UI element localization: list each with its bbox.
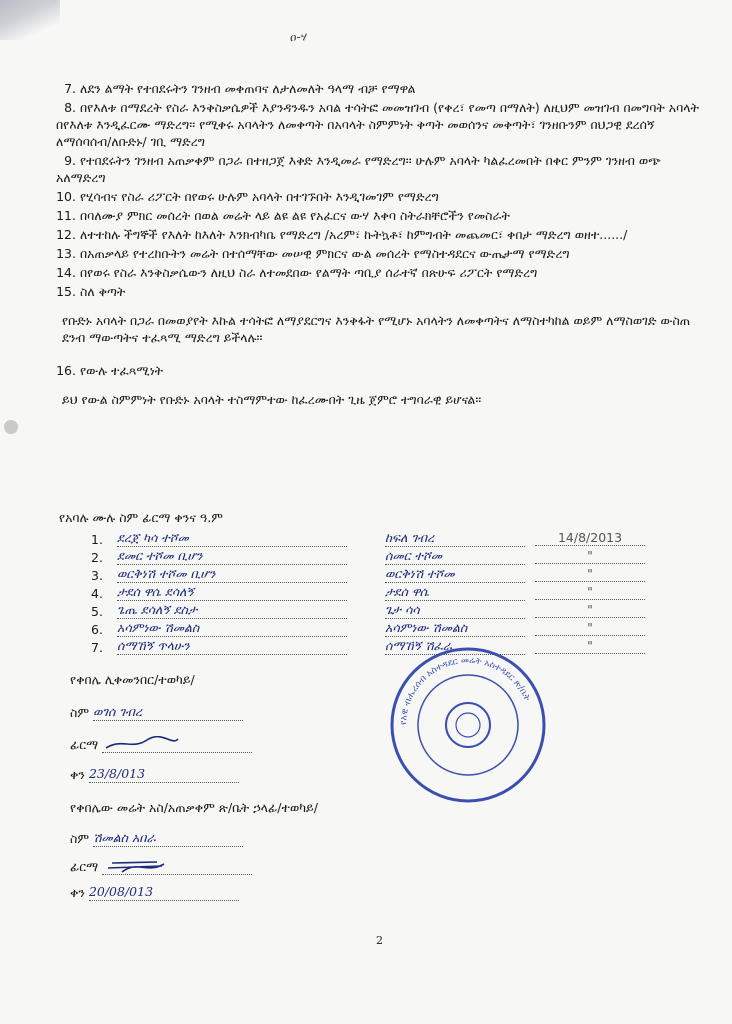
item-16 bbox=[56, 362, 706, 379]
item-number: 12. bbox=[56, 227, 76, 242]
chair-date-label: ቀን bbox=[70, 767, 85, 782]
land-signature bbox=[102, 858, 252, 875]
list-item bbox=[56, 99, 706, 150]
chair-date-value: 23/8/013 bbox=[89, 766, 239, 783]
chair-title: የቀበሌ ሊቀመንበር/ተወካይ/ bbox=[70, 672, 195, 687]
member-signature: ጌታ ሳሳ bbox=[385, 602, 525, 619]
member-date: " bbox=[535, 602, 645, 618]
land-sig-label: ፊርማ bbox=[70, 859, 99, 874]
page-number: 2 bbox=[376, 934, 383, 947]
chair-signature-scribble bbox=[102, 736, 182, 752]
item-text: የተበደሩትን ገንዘብ አጠቃቀም በጋራ በተዘጋጀ እቅድ እንዲመራ የማድረግ፡፡ ሁሉም አባላት ካልፈረመበት በቀር ምንም ገንዘብ ወጭ አለማድረግ bbox=[56, 153, 661, 185]
member-name: ሰማኸኝ ጥላሁን bbox=[117, 638, 347, 655]
item-number: 8. bbox=[64, 100, 76, 115]
member-signature: ከፍለ ገብረ bbox=[385, 530, 525, 547]
item-text: ለተተከሉ ችግኞች የእለት ከእለት እንክብካቤ የማድረግ /አረም፣ ኩትኳቶ፣ ከምግብት መጨመር፣ ቀበታ ማድረግ ወዘተ....../ bbox=[80, 227, 628, 242]
members-header: የአባሉ ሙሉ ስም ፊርማ ቀንና ዓ.ም bbox=[59, 510, 223, 525]
land-name-value: ሽመልስ አበራ bbox=[93, 830, 243, 847]
member-number: 3. bbox=[91, 568, 103, 583]
member-name: ደረጀ ካሳ ተሾመ bbox=[117, 530, 347, 547]
land-name-label: ስም bbox=[70, 831, 90, 846]
member-date: " bbox=[535, 638, 645, 654]
obligations-list bbox=[56, 80, 706, 408]
member-name: ወርቅነሽ ተሾመ ቢሆን bbox=[117, 566, 347, 583]
item-number: 16. bbox=[56, 363, 76, 378]
item-number: 7. bbox=[64, 81, 76, 96]
item-number: 13. bbox=[56, 246, 76, 261]
list-item bbox=[56, 283, 706, 300]
list-item bbox=[56, 152, 706, 186]
item-text: ስለ ቅጣት bbox=[80, 284, 126, 299]
list-item bbox=[56, 245, 706, 262]
list-item bbox=[56, 264, 706, 281]
members-signature-block bbox=[55, 510, 675, 658]
member-date: " bbox=[535, 548, 645, 564]
item-number: 9. bbox=[64, 153, 76, 168]
chair-date-field bbox=[70, 766, 239, 783]
item-number: 10. bbox=[56, 189, 76, 204]
item-text: የሂሳብና የስራ ሪፖርት በየወሩ ሁሉም አባላት በተገኙበት እንዲገመገም የማድረግ bbox=[80, 189, 439, 204]
chair-name-field bbox=[70, 704, 243, 721]
land-signature-scribble bbox=[102, 858, 182, 874]
item-number: 11. bbox=[56, 208, 76, 223]
item-text: በአጠቃላይ የተረከቡትን መሬት በተሰማቸው መሠዊ ምክርና ውል መሰረት የማስተዳደርና ውጤታማ የማድረግ bbox=[80, 246, 570, 261]
member-number: 6. bbox=[91, 622, 103, 637]
land-date-label: ቀን bbox=[70, 885, 85, 900]
member-number: 7. bbox=[91, 640, 103, 655]
member-date: " bbox=[535, 620, 645, 636]
item-text: በየወሩ የስራ እንቅስቃሴውን ለዚህ ስራ ለተመደበው የልማት ጣቢያ ሰራተኛ በጽሁፍ ሪፖርት የማድረግ bbox=[80, 265, 538, 280]
list-item bbox=[56, 80, 706, 97]
member-number: 1. bbox=[91, 532, 103, 547]
chair-signature bbox=[102, 736, 252, 753]
member-name: ጌጤ ደሳለኝ ደስታ bbox=[117, 602, 347, 619]
item-number: 14. bbox=[56, 265, 76, 280]
ink-blot bbox=[4, 420, 18, 434]
item-number: 15. bbox=[56, 284, 76, 299]
chair-sig-label: ፊርማ bbox=[70, 737, 99, 752]
member-signature: ሰማኸኝ ሽፈራ bbox=[385, 638, 525, 655]
member-name: አሳምነው ሽመልስ bbox=[117, 620, 347, 637]
list-item bbox=[56, 207, 706, 224]
member-signature: ሰመር ተሾመ bbox=[385, 548, 525, 565]
list-item bbox=[56, 188, 706, 205]
penalty-paragraph: የቡድኑ አባላት በጋራ በመወያየት እኩል ተሳትፎ ለማያደርግና እንቅፋት የሚሆኑ አባላትን ለመቀጣትና ለማስተካከል ወይም ለማስወገድ ውስጠ ደንብ ማውጣትና ተፈጻሚ ማድረግ ይችላሉ፡፡ bbox=[62, 313, 691, 345]
page-corner-shadow bbox=[0, 0, 60, 40]
land-date-field bbox=[70, 884, 239, 901]
land-date-value: 20/08/013 bbox=[89, 884, 239, 901]
land-name-field bbox=[70, 830, 243, 847]
member-number: 2. bbox=[91, 550, 103, 565]
chair-sig-field bbox=[70, 736, 252, 753]
chair-name-value: ወገሰ ገብረ bbox=[93, 704, 243, 721]
member-name: ደመር ተሾመ ቢሆን bbox=[117, 548, 347, 565]
effectivity-paragraph: ይህ የውል ስምምነት የቡድኑ አባላት ተስማምተው ከፈረሙበት ጊዜ ጀምሮ ተግባራዊ ይሆናል፡፡ bbox=[62, 392, 482, 407]
member-date: 14/8/2013 bbox=[535, 530, 645, 546]
member-signature: ታደሰ ዋሴ bbox=[385, 584, 525, 601]
member-signature: ወርቅነሽ ተሾመ bbox=[385, 566, 525, 583]
stamp-text: የአዊ ብሔረሰብ አስተዳደር መሬት አስተዳደር ጽ/ቤት bbox=[398, 655, 532, 726]
list-item bbox=[56, 226, 706, 243]
member-name: ታደሰ ዋሴ ደሳለኝ bbox=[117, 584, 347, 601]
item-text: የውሉ ተፈጻሚነት bbox=[80, 363, 164, 378]
member-number: 5. bbox=[91, 604, 103, 619]
land-sig-field bbox=[70, 858, 252, 875]
item-text: በባለሙያ ምክር መሰረት በወል መሬት ላይ ልዩ ልዩ የአፈርና ውሃ እቀባ ስትራክቸሮችን የመስራት bbox=[80, 208, 510, 223]
member-signature: አሳምነው ሽመልስ bbox=[385, 620, 525, 637]
chair-name-label: ስም bbox=[70, 705, 90, 720]
item-text: በየእለቱ በማደረት የስራ እንቅስቃሴዎች እያንዳንዱን አባል ተሳትፎ መመዝገብ (የቀረ፣ የመጣ በማለት) ለዚህም መዝገብ በመግባት አባላት በየእለቱ እንዲፈርሙ ማድረግ፡፡ የሚቀሩ አባላትን ለመቀጣት በአባላት ስምምነት ቅጣት መወሰንና መቅጣት፣ ገንዘቡንም በህጋዊ ደረሰኝ ለማሰባሰብ/ለቡድኑ/ ገቢ ማድረግ bbox=[56, 100, 699, 149]
member-row bbox=[55, 640, 675, 658]
official-stamp bbox=[388, 645, 548, 805]
item-text: ለደን ልማት የተበደሩትን ገንዘብ መቀጠባና ለታለመለት ዓላማ ብቻ የማዋል bbox=[80, 81, 416, 96]
member-date: " bbox=[535, 566, 645, 582]
top-mark: ዐ-ሃ bbox=[290, 30, 308, 44]
member-number: 4. bbox=[91, 586, 103, 601]
member-date: " bbox=[535, 584, 645, 600]
land-title: የቀበሌው መሬት አስ/አጠቃቀም ጽ/ቤት ኃላፊ/ተወካይ/ bbox=[70, 800, 318, 815]
